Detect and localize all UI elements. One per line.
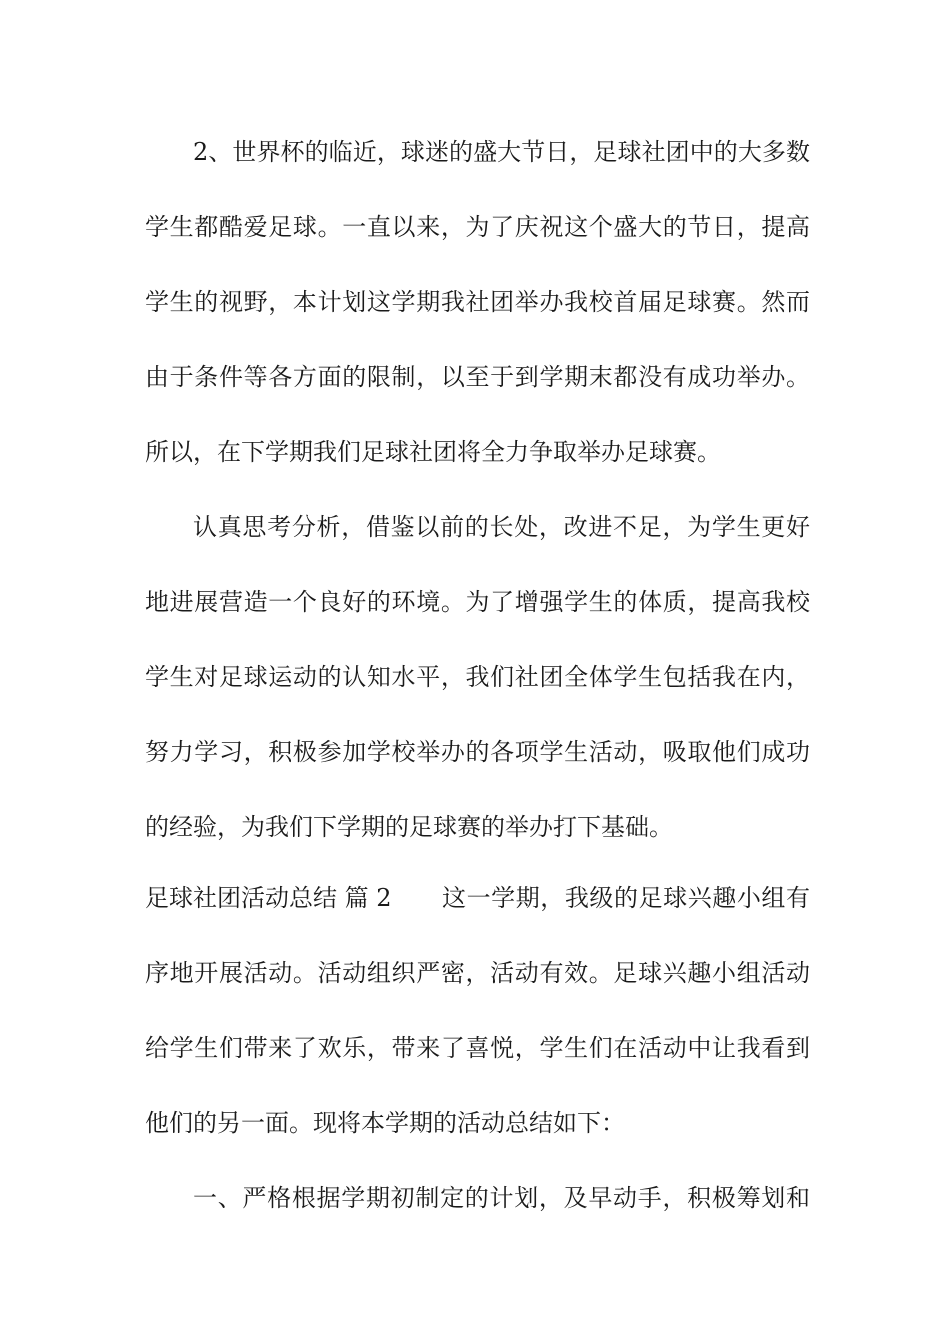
- paragraph-line: 学生都酷爱足球。一直以来，为了庆祝这个盛大的节日，提高: [145, 213, 810, 241]
- paragraph-line: 这一学期，我级的足球兴趣小组有: [442, 884, 810, 912]
- paragraph-line: 由于条件等各方面的限制，以至于到学期末都没有成功举办。: [145, 363, 810, 391]
- paragraph-line: 给学生们带来了欢乐，带来了喜悦，学生们在活动中让我看到: [145, 1034, 810, 1062]
- paragraph-line: 学生的视野，本计划这学期我社团举办我校首届足球赛。然而: [145, 288, 810, 316]
- paragraph-line: 一、严格根据学期初制定的计划，及早动手，积极筹划和: [193, 1184, 810, 1212]
- paragraph-line: 努力学习，积极参加学校举办的各项学生活动，吸取他们成功: [145, 738, 810, 766]
- paragraph-line: 2、世界杯的临近，球迷的盛大节日，足球社团中的大多数: [193, 138, 810, 166]
- paragraph-line: 所以，在下学期我们足球社团将全力争取举办足球赛。: [145, 438, 721, 466]
- paragraph-line: 序地开展活动。活动组织严密，活动有效。足球兴趣小组活动: [145, 959, 810, 987]
- paragraph-line: 学生对足球运动的认知水平，我们社团全体学生包括我在内，: [145, 663, 810, 691]
- section-title: 足球社团活动总结 篇 2: [145, 884, 392, 912]
- paragraph-line: 认真思考分析，借鉴以前的长处，改进不足，为学生更好: [193, 513, 810, 541]
- paragraph-line: 的经验，为我们下学期的足球赛的举办打下基础。: [145, 813, 673, 841]
- paragraph-line: 地进展营造一个良好的环境。为了增强学生的体质，提高我校: [145, 588, 810, 616]
- paragraph-line: 他们的另一面。现将本学期的活动总结如下：: [145, 1109, 625, 1137]
